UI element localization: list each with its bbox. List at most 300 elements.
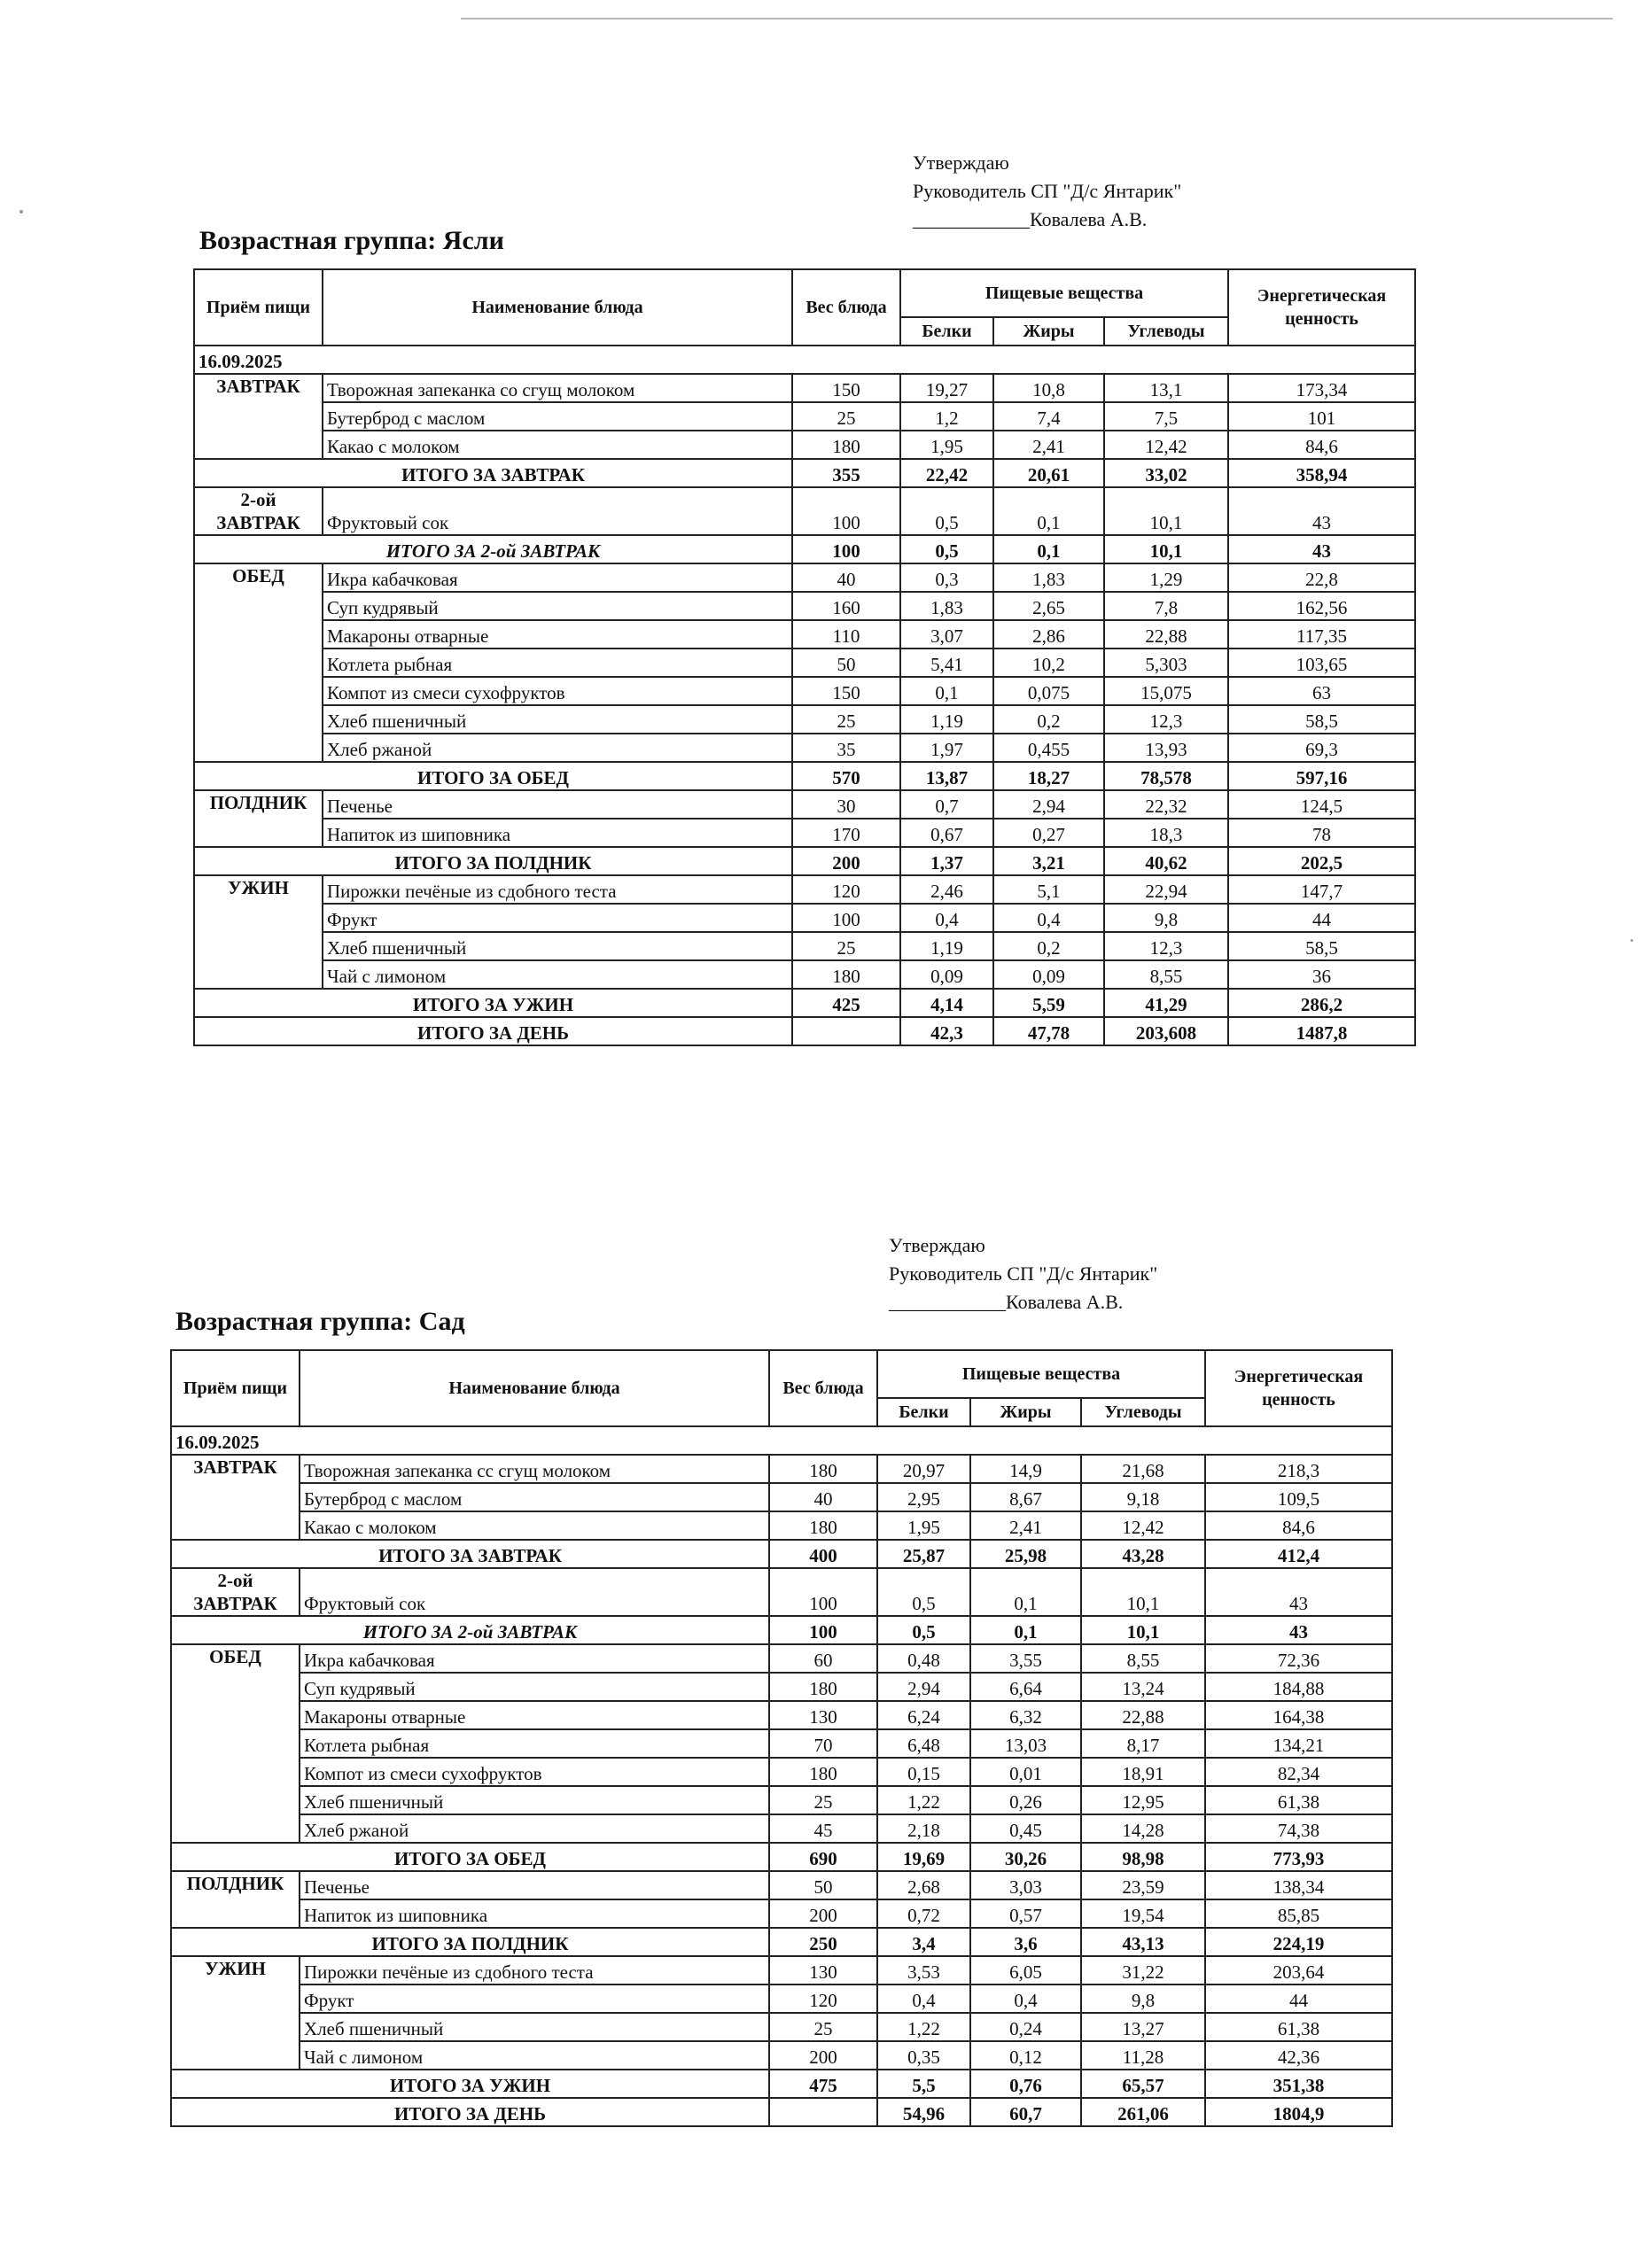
carbs-cell: 31,22 (1081, 1956, 1205, 1984)
protein-cell: 54,96 (877, 2098, 970, 2126)
total-label: ИТОГО ЗА ЗАВТРАК (194, 459, 792, 487)
fat-cell: 0,76 (970, 2070, 1081, 2098)
header-energy: Энергетическая ценность (1228, 269, 1415, 346)
energy-cell: 358,94 (1228, 459, 1415, 487)
protein-cell: 2,95 (877, 1483, 970, 1511)
total-row (194, 847, 1415, 875)
dish-name: Бутерброд с маслом (300, 1483, 769, 1511)
dish-name: Пирожки печёные из сдобного теста (300, 1956, 769, 1984)
total-row (171, 1616, 1392, 1644)
energy-cell: 58,5 (1228, 932, 1415, 960)
header-dish: Наименование блюда (323, 269, 792, 346)
carbs-cell: 22,88 (1081, 1701, 1205, 1729)
carbs-cell: 41,29 (1104, 989, 1228, 1017)
energy-cell: 69,3 (1228, 734, 1415, 762)
dish-row (171, 1786, 1392, 1814)
dish-row (171, 1814, 1392, 1843)
energy-cell: 61,38 (1205, 2013, 1392, 2041)
fat-cell: 5,59 (993, 989, 1104, 1017)
dish-row (194, 487, 1415, 535)
weight-cell: 40 (769, 1483, 877, 1511)
carbs-cell: 8,55 (1081, 1644, 1205, 1673)
carbs-cell: 9,18 (1081, 1483, 1205, 1511)
weight-cell: 150 (792, 677, 900, 705)
header-nutrients: Пищевые вещества (877, 1350, 1205, 1398)
fat-cell: 1,83 (993, 563, 1104, 592)
dish-row (194, 592, 1415, 620)
carbs-cell: 5,303 (1104, 649, 1228, 677)
weight-cell: 150 (792, 374, 900, 402)
dish-row (171, 1758, 1392, 1786)
approval-signature-line: ____________Ковалева А.В. (913, 208, 1148, 230)
dish-name: Икра кабачковая (323, 563, 792, 592)
carbs-cell: 15,075 (1104, 677, 1228, 705)
weight-cell: 45 (769, 1814, 877, 1843)
protein-cell: 6,48 (877, 1729, 970, 1758)
weight-cell: 35 (792, 734, 900, 762)
carbs-cell: 18,91 (1081, 1758, 1205, 1786)
weight-cell: 180 (792, 431, 900, 459)
fat-cell: 2,41 (993, 431, 1104, 459)
dish-name: Котлета рыбная (323, 649, 792, 677)
protein-cell: 0,7 (900, 790, 993, 819)
energy-cell: 43 (1228, 487, 1415, 535)
menu-date: 16.09.2025 (171, 1426, 1392, 1455)
carbs-cell: 8,17 (1081, 1729, 1205, 1758)
dish-name: Компот из смеси сухофруктов (323, 677, 792, 705)
energy-cell: 22,8 (1228, 563, 1415, 592)
fat-cell: 3,6 (970, 1928, 1081, 1956)
dish-name: Фруктовый сок (300, 1568, 769, 1616)
fat-cell: 5,1 (993, 875, 1104, 904)
fat-cell: 2,41 (970, 1511, 1081, 1540)
protein-cell: 6,24 (877, 1701, 970, 1729)
dish-row (171, 1871, 1392, 1899)
fat-cell: 0,455 (993, 734, 1104, 762)
carbs-cell: 43,28 (1081, 1540, 1205, 1568)
energy-cell: 202,5 (1228, 847, 1415, 875)
weight-cell: 180 (769, 1511, 877, 1540)
dish-name: Чай с лимоном (323, 960, 792, 989)
protein-cell: 1,37 (900, 847, 993, 875)
header-meal: Приём пищи (171, 1350, 300, 1426)
dish-name: Бутерброд с маслом (323, 402, 792, 431)
header-meal: Приём пищи (194, 269, 323, 346)
protein-cell: 13,87 (900, 762, 993, 790)
dish-name: Чай с лимоном (300, 2041, 769, 2070)
protein-cell: 1,97 (900, 734, 993, 762)
carbs-cell: 98,98 (1081, 1843, 1205, 1871)
fat-cell: 8,67 (970, 1483, 1081, 1511)
dish-name: Какао с молоком (300, 1511, 769, 1540)
protein-cell: 0,67 (900, 819, 993, 847)
carbs-cell: 33,02 (1104, 459, 1228, 487)
weight-cell: 180 (769, 1673, 877, 1701)
header-carbs: Углеводы (1081, 1398, 1205, 1426)
energy-cell: 1487,8 (1228, 1017, 1415, 1045)
energy-cell: 84,6 (1205, 1511, 1392, 1540)
fat-cell: 18,27 (993, 762, 1104, 790)
total-row (194, 762, 1415, 790)
energy-cell: 184,88 (1205, 1673, 1392, 1701)
total-label: ИТОГО ЗА ЗАВТРАК (171, 1540, 769, 1568)
dish-name: Фруктовый сок (323, 487, 792, 535)
fat-cell: 47,78 (993, 1017, 1104, 1045)
energy-cell: 164,38 (1205, 1701, 1392, 1729)
approval-block (913, 149, 1181, 234)
meal-name: УЖИН (171, 1956, 300, 2070)
fat-cell: 0,12 (970, 2041, 1081, 2070)
carbs-cell: 12,42 (1104, 431, 1228, 459)
weight-cell: 100 (769, 1616, 877, 1644)
weight-cell: 200 (792, 847, 900, 875)
protein-cell: 0,1 (900, 677, 993, 705)
weight-cell (792, 1017, 900, 1045)
energy-cell: 124,5 (1228, 790, 1415, 819)
fat-cell: 20,61 (993, 459, 1104, 487)
fat-cell: 13,03 (970, 1729, 1081, 1758)
total-label: ИТОГО ЗА ДЕНЬ (194, 1017, 792, 1045)
weight-cell: 425 (792, 989, 900, 1017)
energy-cell: 109,5 (1205, 1483, 1392, 1511)
energy-cell: 85,85 (1205, 1899, 1392, 1928)
protein-cell: 0,5 (900, 487, 993, 535)
carbs-cell: 9,8 (1081, 1984, 1205, 2013)
dish-row (194, 790, 1415, 819)
fat-cell: 0,24 (970, 2013, 1081, 2041)
weight-cell: 100 (792, 487, 900, 535)
total-row (194, 1017, 1415, 1045)
dish-row (194, 932, 1415, 960)
meal-name: ЗАВТРАК (171, 1455, 300, 1540)
carbs-cell: 12,42 (1081, 1511, 1205, 1540)
header-fat: Жиры (993, 317, 1104, 346)
energy-cell: 597,16 (1228, 762, 1415, 790)
protein-cell: 1,22 (877, 2013, 970, 2041)
dish-row (194, 734, 1415, 762)
protein-cell: 5,41 (900, 649, 993, 677)
energy-cell: 147,7 (1228, 875, 1415, 904)
total-row (194, 459, 1415, 487)
energy-cell: 134,21 (1205, 1729, 1392, 1758)
weight-cell: 200 (769, 2041, 877, 2070)
carbs-cell: 11,28 (1081, 2041, 1205, 2070)
weight-cell: 25 (769, 2013, 877, 2041)
weight-cell: 170 (792, 819, 900, 847)
header-energy: Энергетическая ценность (1205, 1350, 1392, 1426)
protein-cell: 2,94 (877, 1673, 970, 1701)
dish-name: Хлеб пшеничный (300, 2013, 769, 2041)
fat-cell: 6,32 (970, 1701, 1081, 1729)
dish-row (171, 1729, 1392, 1758)
dish-row (171, 1644, 1392, 1673)
dish-name: Какао с молоком (323, 431, 792, 459)
carbs-cell: 8,55 (1104, 960, 1228, 989)
weight-cell: 25 (792, 932, 900, 960)
fat-cell: 0,2 (993, 932, 1104, 960)
fat-cell: 7,4 (993, 402, 1104, 431)
weight-cell: 70 (769, 1729, 877, 1758)
fat-cell: 3,03 (970, 1871, 1081, 1899)
dish-row (194, 875, 1415, 904)
header-carbs: Углеводы (1104, 317, 1228, 346)
weight-cell: 50 (792, 649, 900, 677)
total-label: ИТОГО ЗА ОБЕД (171, 1843, 769, 1871)
scan-edge-line (461, 18, 1613, 19)
weight-cell: 120 (769, 1984, 877, 2013)
dish-name: Фрукт (323, 904, 792, 932)
protein-cell: 0,35 (877, 2041, 970, 2070)
weight-cell: 60 (769, 1644, 877, 1673)
total-row (194, 535, 1415, 563)
fat-cell: 0,075 (993, 677, 1104, 705)
energy-cell: 43 (1205, 1568, 1392, 1616)
carbs-cell: 23,59 (1081, 1871, 1205, 1899)
energy-cell: 58,5 (1228, 705, 1415, 734)
protein-cell: 3,53 (877, 1956, 970, 1984)
weight-cell: 130 (769, 1701, 877, 1729)
protein-cell: 0,4 (877, 1984, 970, 2013)
dish-row (171, 1701, 1392, 1729)
dish-name: Суп кудрявый (300, 1673, 769, 1701)
dish-name: Творожная запеканка со сгущ молоком (323, 374, 792, 402)
protein-cell: 4,14 (900, 989, 993, 1017)
protein-cell: 0,15 (877, 1758, 970, 1786)
dish-name: Творожная запеканка сс сгущ молоком (300, 1455, 769, 1483)
carbs-cell: 9,8 (1104, 904, 1228, 932)
weight-cell: 25 (792, 705, 900, 734)
dish-name: Хлеб ржаной (300, 1814, 769, 1843)
fat-cell: 0,26 (970, 1786, 1081, 1814)
dish-name: Напиток из шиповника (300, 1899, 769, 1928)
meal-name: ЗАВТРАК (194, 374, 323, 459)
carbs-cell: 21,68 (1081, 1455, 1205, 1483)
fat-cell: 60,7 (970, 2098, 1081, 2126)
carbs-cell: 10,1 (1081, 1616, 1205, 1644)
meal-name: ПОЛДНИК (194, 790, 323, 847)
energy-cell: 173,34 (1228, 374, 1415, 402)
carbs-cell: 19,54 (1081, 1899, 1205, 1928)
approval-block (889, 1231, 1157, 1317)
header-protein: Белки (900, 317, 993, 346)
energy-cell: 74,38 (1205, 1814, 1392, 1843)
fat-cell: 2,86 (993, 620, 1104, 649)
total-row (171, 1928, 1392, 1956)
energy-cell: 63 (1228, 677, 1415, 705)
carbs-cell: 12,3 (1104, 932, 1228, 960)
carbs-cell: 13,93 (1104, 734, 1228, 762)
carbs-cell: 12,3 (1104, 705, 1228, 734)
dish-row (171, 1899, 1392, 1928)
weight-cell: 475 (769, 2070, 877, 2098)
dish-row (171, 1673, 1392, 1701)
fat-cell: 0,1 (993, 487, 1104, 535)
dish-row (194, 402, 1415, 431)
weight-cell: 250 (769, 1928, 877, 1956)
approval-line: Руководитель СП "Д/с Янтарик" (889, 1262, 1158, 1285)
approval-line: Руководитель СП "Д/с Янтарик" (913, 180, 1182, 202)
energy-cell: 101 (1228, 402, 1415, 431)
menu-table (170, 1349, 1393, 2127)
dish-row (194, 431, 1415, 459)
dish-name: Компот из смеси сухофруктов (300, 1758, 769, 1786)
carbs-cell: 78,578 (1104, 762, 1228, 790)
carbs-cell: 1,29 (1104, 563, 1228, 592)
dish-name: Хлеб ржаной (323, 734, 792, 762)
carbs-cell: 22,88 (1104, 620, 1228, 649)
weight-cell: 100 (792, 904, 900, 932)
dish-row (171, 2013, 1392, 2041)
header-dish: Наименование блюда (300, 1350, 769, 1426)
dish-name: Макароны отварные (300, 1701, 769, 1729)
approval-signature-line: ____________Ковалева А.В. (889, 1291, 1124, 1313)
protein-cell: 1,95 (877, 1511, 970, 1540)
energy-cell: 42,36 (1205, 2041, 1392, 2070)
energy-cell: 286,2 (1228, 989, 1415, 1017)
carbs-cell: 22,32 (1104, 790, 1228, 819)
carbs-cell: 7,8 (1104, 592, 1228, 620)
meal-name: ОБЕД (171, 1644, 300, 1843)
fat-cell: 0,27 (993, 819, 1104, 847)
dish-name: Хлеб пшеничный (300, 1786, 769, 1814)
dish-name: Хлеб пшеничный (323, 932, 792, 960)
fat-cell: 3,55 (970, 1644, 1081, 1673)
approval-line: Утверждаю (889, 1234, 985, 1256)
dish-row (171, 1568, 1392, 1616)
protein-cell: 2,18 (877, 1814, 970, 1843)
total-row (171, 1540, 1392, 1568)
carbs-cell: 10,1 (1104, 487, 1228, 535)
carbs-cell: 18,3 (1104, 819, 1228, 847)
energy-cell: 162,56 (1228, 592, 1415, 620)
energy-cell: 44 (1205, 1984, 1392, 2013)
protein-cell: 5,5 (877, 2070, 970, 2098)
dish-name: Хлеб пшеничный (323, 705, 792, 734)
meal-name: 2-ой ЗАВТРАК (194, 487, 323, 535)
weight-cell: 110 (792, 620, 900, 649)
carbs-cell: 43,13 (1081, 1928, 1205, 1956)
dish-row (171, 1455, 1392, 1483)
total-row (171, 1843, 1392, 1871)
energy-cell: 218,3 (1205, 1455, 1392, 1483)
dish-name: Напиток из шиповника (323, 819, 792, 847)
total-label: ИТОГО ЗА ПОЛДНИК (194, 847, 792, 875)
carbs-cell: 10,1 (1081, 1568, 1205, 1616)
menu-date: 16.09.2025 (194, 346, 1415, 374)
dish-name: Фрукт (300, 1984, 769, 2013)
protein-cell: 1,83 (900, 592, 993, 620)
fat-cell: 25,98 (970, 1540, 1081, 1568)
energy-cell: 351,38 (1205, 2070, 1392, 2098)
dish-row (194, 960, 1415, 989)
energy-cell: 43 (1205, 1616, 1392, 1644)
fat-cell: 0,57 (970, 1899, 1081, 1928)
protein-cell: 3,07 (900, 620, 993, 649)
fat-cell: 6,64 (970, 1673, 1081, 1701)
energy-cell: 61,38 (1205, 1786, 1392, 1814)
weight-cell: 200 (769, 1899, 877, 1928)
weight-cell (769, 2098, 877, 2126)
dish-name: Суп кудрявый (323, 592, 792, 620)
fat-cell: 0,1 (993, 535, 1104, 563)
fat-cell: 0,01 (970, 1758, 1081, 1786)
weight-cell: 130 (769, 1956, 877, 1984)
approval-line: Утверждаю (913, 151, 1009, 174)
fat-cell: 3,21 (993, 847, 1104, 875)
weight-cell: 160 (792, 592, 900, 620)
energy-cell: 82,34 (1205, 1758, 1392, 1786)
weight-cell: 120 (792, 875, 900, 904)
weight-cell: 50 (769, 1871, 877, 1899)
carbs-cell: 7,5 (1104, 402, 1228, 431)
energy-cell: 138,34 (1205, 1871, 1392, 1899)
weight-cell: 25 (769, 1786, 877, 1814)
carbs-cell: 13,27 (1081, 2013, 1205, 2041)
protein-cell: 0,5 (877, 1568, 970, 1616)
carbs-cell: 22,94 (1104, 875, 1228, 904)
header-fat: Жиры (970, 1398, 1081, 1426)
total-label: ИТОГО ЗА 2-ой ЗАВТРАК (171, 1616, 769, 1644)
protein-cell: 0,5 (900, 535, 993, 563)
protein-cell: 1,95 (900, 431, 993, 459)
protein-cell: 0,48 (877, 1644, 970, 1673)
carbs-cell: 65,57 (1081, 2070, 1205, 2098)
protein-cell: 0,09 (900, 960, 993, 989)
protein-cell: 2,46 (900, 875, 993, 904)
dish-row (194, 563, 1415, 592)
protein-cell: 22,42 (900, 459, 993, 487)
dish-row (171, 1956, 1392, 1984)
energy-cell: 84,6 (1228, 431, 1415, 459)
dish-row (171, 1511, 1392, 1540)
dish-row (171, 2041, 1392, 2070)
weight-cell: 40 (792, 563, 900, 592)
fat-cell: 30,26 (970, 1843, 1081, 1871)
fat-cell: 2,65 (993, 592, 1104, 620)
weight-cell: 30 (792, 790, 900, 819)
total-label: ИТОГО ЗА ОБЕД (194, 762, 792, 790)
protein-cell: 19,69 (877, 1843, 970, 1871)
energy-cell: 78 (1228, 819, 1415, 847)
total-row (171, 2098, 1392, 2126)
protein-cell: 20,97 (877, 1455, 970, 1483)
header-protein: Белки (877, 1398, 970, 1426)
protein-cell: 42,3 (900, 1017, 993, 1045)
protein-cell: 25,87 (877, 1540, 970, 1568)
total-label: ИТОГО ЗА УЖИН (171, 2070, 769, 2098)
carbs-cell: 203,608 (1104, 1017, 1228, 1045)
dish-row (194, 819, 1415, 847)
dish-name: Макароны отварные (323, 620, 792, 649)
dish-name: Печенье (300, 1871, 769, 1899)
dish-name: Пирожки печёные из сдобного теста (323, 875, 792, 904)
scan-speck (19, 210, 23, 214)
energy-cell: 224,19 (1205, 1928, 1392, 1956)
carbs-cell: 13,1 (1104, 374, 1228, 402)
energy-cell: 43 (1228, 535, 1415, 563)
protein-cell: 0,4 (900, 904, 993, 932)
protein-cell: 3,4 (877, 1928, 970, 1956)
energy-cell: 44 (1228, 904, 1415, 932)
total-label: ИТОГО ЗА 2-ой ЗАВТРАК (194, 535, 792, 563)
protein-cell: 2,68 (877, 1871, 970, 1899)
header-weight: Вес блюда (792, 269, 900, 346)
weight-cell: 690 (769, 1843, 877, 1871)
total-label: ИТОГО ЗА ПОЛДНИК (171, 1928, 769, 1956)
fat-cell: 0,1 (970, 1568, 1081, 1616)
energy-cell: 773,93 (1205, 1843, 1392, 1871)
total-row (194, 989, 1415, 1017)
